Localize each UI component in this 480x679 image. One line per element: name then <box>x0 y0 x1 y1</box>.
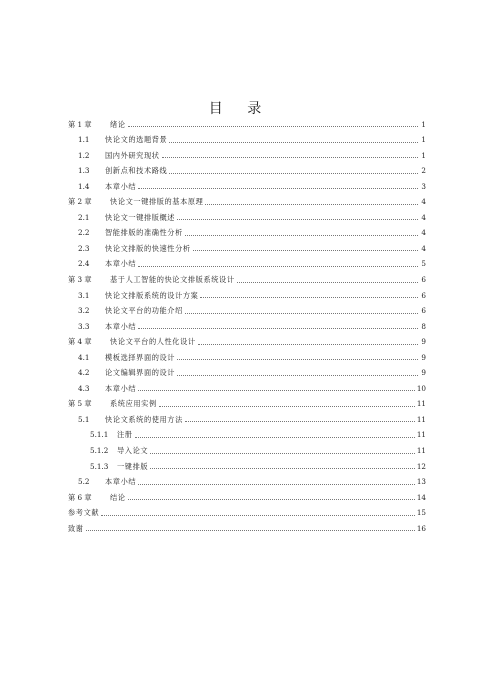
toc-entry-number: 3.2 <box>78 306 90 316</box>
toc-entry-label: 快论文一键排版的基本原理 <box>110 197 204 207</box>
toc-dot-leader <box>205 204 418 205</box>
toc-dot-leader <box>138 266 418 267</box>
toc-dot-leader <box>177 219 418 220</box>
toc-dot-leader <box>86 530 415 531</box>
toc-entry-page: 13 <box>416 477 426 487</box>
toc-entry <box>68 284 426 300</box>
toc-entry-number: 1.3 <box>78 166 90 176</box>
toc-dot-leader <box>128 126 418 127</box>
toc-dot-leader <box>135 437 415 438</box>
toc-entry <box>68 300 426 316</box>
toc-entry-page: 4 <box>421 243 426 253</box>
toc-entry-number: 4.2 <box>78 368 90 378</box>
toc-entry-page: 8 <box>421 321 426 331</box>
toc-entry-page: 6 <box>421 275 426 285</box>
toc-entry-number: 2.2 <box>78 228 90 238</box>
toc-entry <box>68 253 426 269</box>
toc-dot-leader <box>200 297 418 298</box>
toc-entry-label: 本章小结 <box>105 383 137 393</box>
toc-entry-label: 快论文平台的人性化设计 <box>110 337 196 347</box>
toc-entry-number: 1.2 <box>78 150 90 160</box>
toc-entry <box>68 331 426 347</box>
toc-entry-label: 参考文献 <box>68 508 100 518</box>
toc-entry-page: 5 <box>421 259 426 269</box>
toc-entry-label: 本章小结 <box>105 477 137 487</box>
toc-entry-number: 2.4 <box>78 259 90 269</box>
toc-entry <box>68 144 426 160</box>
toc-entry-label: 创新点和技术路线 <box>105 166 168 176</box>
toc-entry <box>68 129 426 145</box>
toc-entry-label: 快论文一键排版概述 <box>105 212 176 222</box>
toc-entry <box>68 191 426 207</box>
toc-dot-leader <box>159 406 415 407</box>
toc-dot-leader <box>101 515 415 516</box>
toc-dot-leader <box>185 421 415 422</box>
toc-entry <box>68 408 426 424</box>
toc-entry <box>68 455 426 471</box>
toc-entry-number: 1.4 <box>78 181 90 191</box>
toc-entry-page: 9 <box>421 352 426 362</box>
toc-entry <box>68 471 426 487</box>
toc-entry-number: 4.3 <box>78 383 90 393</box>
toc-entry-number: 5.1.1 <box>90 430 109 440</box>
toc-entry <box>68 439 426 455</box>
toc-entry-number: 2.1 <box>78 212 90 222</box>
toc-entry-label: 系统应用实例 <box>110 399 157 409</box>
toc-entry-page: 16 <box>416 523 426 533</box>
toc-dot-leader <box>237 282 418 283</box>
toc-dot-leader <box>169 173 418 174</box>
toc-entry-number: 第 4 章 <box>68 337 92 347</box>
table-of-contents <box>68 113 426 533</box>
toc-title: 目 录 <box>208 101 272 117</box>
toc-dot-leader <box>162 157 418 158</box>
toc-entry <box>68 175 426 191</box>
toc-entry-page: 12 <box>416 461 426 471</box>
toc-entry-label: 论文编辑界面的设计 <box>105 368 176 378</box>
toc-entry-label: 快论文的选题背景 <box>105 135 168 145</box>
toc-entry-number: 第 5 章 <box>68 399 92 409</box>
toc-entry-label: 国内外研究现状 <box>105 150 160 160</box>
toc-dot-leader <box>177 375 418 376</box>
toc-entry-number: 5.1.2 <box>90 446 109 456</box>
toc-entry-page: 9 <box>421 337 426 347</box>
toc-entry-label: 本章小结 <box>105 321 137 331</box>
toc-entry <box>68 377 426 393</box>
toc-entry-page: 1 <box>421 135 426 145</box>
toc-entry-page: 11 <box>416 446 426 456</box>
toc-entry-number: 5.2 <box>78 477 90 487</box>
toc-entry-label: 致谢 <box>68 523 84 533</box>
toc-dot-leader <box>138 484 415 485</box>
toc-entry-page: 14 <box>416 492 426 502</box>
toc-entry-label: 快论文系统的使用方法 <box>105 414 183 424</box>
toc-entry-page: 11 <box>416 399 426 409</box>
toc-entry-label: 导入论文 <box>117 446 149 456</box>
toc-entry <box>68 362 426 378</box>
toc-entry-page: 3 <box>421 181 426 191</box>
toc-dot-leader <box>198 344 418 345</box>
toc-entry <box>68 346 426 362</box>
toc-entry-page: 11 <box>416 414 426 424</box>
toc-entry-page: 9 <box>421 368 426 378</box>
toc-entry-label: 基于人工智能的快论文排版系统设计 <box>110 275 235 285</box>
toc-entry-number: 3.1 <box>78 290 90 300</box>
toc-dot-leader <box>138 188 418 189</box>
toc-entry <box>68 206 426 222</box>
toc-entry <box>68 315 426 331</box>
toc-entry-page: 4 <box>421 228 426 238</box>
toc-entry-page: 6 <box>421 290 426 300</box>
toc-entry-label: 一键排版 <box>117 461 149 471</box>
toc-entry <box>68 268 426 284</box>
toc-entry <box>68 517 426 533</box>
toc-dot-leader <box>193 250 418 251</box>
toc-dot-leader <box>185 235 418 236</box>
toc-entry <box>68 424 426 440</box>
toc-entry-label: 快论文平台的功能介绍 <box>105 306 183 316</box>
toc-entry-page: 11 <box>416 430 426 440</box>
toc-entry-label: 本章小结 <box>105 259 137 269</box>
toc-entry <box>68 113 426 129</box>
toc-entry-number: 5.1 <box>78 414 90 424</box>
toc-entry-label: 快论文排版系统的设计方案 <box>105 290 199 300</box>
toc-dot-leader <box>185 313 418 314</box>
toc-entry-number: 1.1 <box>78 135 90 145</box>
toc-dot-leader <box>150 468 415 469</box>
toc-entry-page: 1 <box>421 150 426 160</box>
toc-entry-label: 绪论 <box>110 119 126 129</box>
toc-entry <box>68 486 426 502</box>
toc-entry-label: 本章小结 <box>105 181 137 191</box>
toc-entry-page: 2 <box>421 166 426 176</box>
toc-entry-page: 10 <box>416 383 426 393</box>
toc-entry-number: 第 1 章 <box>68 119 92 129</box>
toc-entry-page: 15 <box>416 508 426 518</box>
toc-entry-page: 6 <box>421 306 426 316</box>
toc-entry <box>68 502 426 518</box>
toc-entry-label: 智能排版的准确性分析 <box>105 228 183 238</box>
toc-entry-number: 3.3 <box>78 321 90 331</box>
toc-entry-number: 第 2 章 <box>68 197 92 207</box>
toc-dot-leader <box>150 453 415 454</box>
toc-entry-number: 2.3 <box>78 243 90 253</box>
toc-entry-page: 1 <box>421 119 426 129</box>
toc-entry-number: 第 6 章 <box>68 492 92 502</box>
toc-entry-label: 模板选择界面的设计 <box>105 352 176 362</box>
toc-entry-page: 4 <box>421 212 426 222</box>
toc-dot-leader <box>169 142 418 143</box>
toc-dot-leader <box>128 499 415 500</box>
toc-dot-leader <box>177 359 418 360</box>
toc-entry-label: 结论 <box>110 492 126 502</box>
toc-entry <box>68 222 426 238</box>
toc-dot-leader <box>138 390 415 391</box>
toc-entry <box>68 393 426 409</box>
toc-entry <box>68 160 426 176</box>
toc-entry <box>68 237 426 253</box>
toc-entry-label: 快论文排版的快速性分析 <box>105 243 191 253</box>
toc-entry-label: 注册 <box>117 430 133 440</box>
toc-entry-page: 4 <box>421 197 426 207</box>
toc-entry-number: 第 3 章 <box>68 275 92 285</box>
toc-dot-leader <box>138 328 418 329</box>
toc-entry-number: 4.1 <box>78 352 90 362</box>
toc-entry-number: 5.1.3 <box>90 461 109 471</box>
